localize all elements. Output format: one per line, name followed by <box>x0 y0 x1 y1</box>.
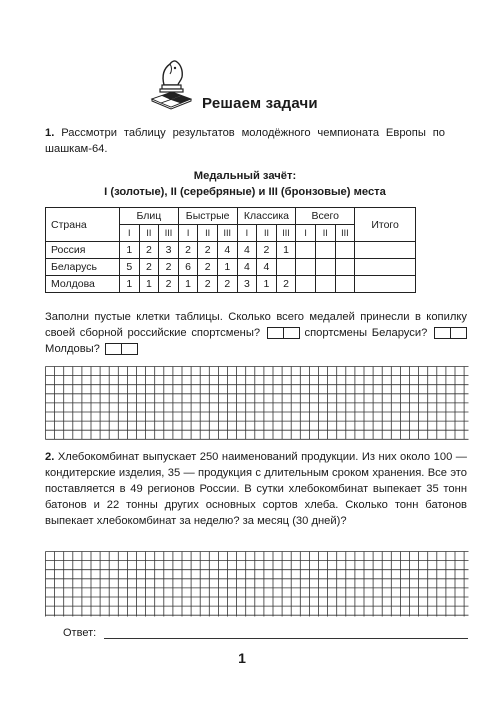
task1-question-part1: Заполни пустые клетки таблицы. Сколько всего медалей принесли в копилку своей сборной российские спортсмены? <box>45 311 467 339</box>
subheader-bronze: III <box>276 225 296 242</box>
subheader-gold: I <box>296 225 316 242</box>
subheader-silver: II <box>198 225 218 242</box>
empty-cell[interactable] <box>315 259 335 276</box>
table-cell: 2 <box>198 259 218 276</box>
task1-question-part2: спортсмены Беларуси? <box>304 327 428 339</box>
subheader-silver: II <box>315 225 335 242</box>
header-grand-total: Итого <box>355 208 416 242</box>
grid-lines <box>46 552 469 617</box>
header-rapid: Быстрые <box>178 208 237 225</box>
table-cell: 2 <box>257 242 277 259</box>
table-cell: 1 <box>257 276 277 293</box>
table-cell: 4 <box>257 259 277 276</box>
subheader-bronze: III <box>159 225 179 242</box>
table-cell: 3 <box>159 242 179 259</box>
subheader-silver: II <box>139 225 159 242</box>
table-caption <box>45 168 445 200</box>
table-cell: 4 <box>237 259 257 276</box>
table-caption-line2: I (золотые), II (серебряные) и III (бронзовые) места <box>104 186 386 198</box>
task1-question-part3: Молдовы? <box>45 343 100 355</box>
answer-label: Ответ: <box>63 627 97 639</box>
empty-cell[interactable] <box>296 276 316 293</box>
empty-cell[interactable] <box>355 259 416 276</box>
table-cell: 2 <box>178 242 198 259</box>
answer-box[interactable] <box>122 343 138 355</box>
table-header-row <box>46 208 416 225</box>
table-cell: 2 <box>198 242 218 259</box>
subheader-bronze: III <box>335 225 355 242</box>
table-cell: 4 <box>217 242 237 259</box>
task1-text: Рассмотри таблицу результатов молодёжного чемпионата Европы по шашкам-64. <box>45 127 445 155</box>
table-cell: 1 <box>178 276 198 293</box>
table-row-russia <box>46 242 416 259</box>
table-cell: 2 <box>198 276 218 293</box>
table-caption-line1: Медальный зачёт: <box>193 170 297 182</box>
table-cell: 2 <box>139 259 159 276</box>
country-cell: Беларусь <box>46 259 120 276</box>
empty-cell[interactable] <box>315 276 335 293</box>
table-cell: 1 <box>217 259 237 276</box>
country-cell: Молдова <box>46 276 120 293</box>
answer-box[interactable] <box>267 327 284 339</box>
table-cell: 6 <box>178 259 198 276</box>
task1-text-block <box>45 125 445 157</box>
chess-knight-icon <box>150 55 192 111</box>
header-country: Страна <box>46 208 120 242</box>
task1-question <box>45 309 467 357</box>
subheader-gold: I <box>178 225 198 242</box>
empty-cell[interactable] <box>335 259 355 276</box>
medal-table <box>45 207 416 293</box>
table-cell: 2 <box>276 276 296 293</box>
empty-cell[interactable] <box>355 242 416 259</box>
task2-number: 2. <box>45 451 55 463</box>
header-total: Всего <box>296 208 355 225</box>
answer-line[interactable] <box>104 638 468 639</box>
empty-cell[interactable] <box>315 242 335 259</box>
page-number: 1 <box>238 650 246 666</box>
subheader-bronze: III <box>217 225 237 242</box>
header-classic: Классика <box>237 208 296 225</box>
country-cell: Россия <box>46 242 120 259</box>
section-header <box>150 55 350 115</box>
table-cell: 1 <box>120 242 140 259</box>
task2-text: Хлебокомбинат выпускает 250 наименований продукции. Из них около 100 — кондитерские изделия, 35 — продукция с длительным сроком хранения. Все это поставляется в 49 регионов России. В сутки хлебокомбинат выпекает 35 тонн батонов и 22 тонны других основных сортов хлеба. Сколько тонн батонов выпекает хлебокомбинат за неделю? за месяц (30 дней)? <box>45 451 467 527</box>
table-cell: 1 <box>139 276 159 293</box>
answer-box[interactable] <box>434 327 451 339</box>
table-row-belarus <box>46 259 416 276</box>
task1-number: 1. <box>45 127 55 139</box>
empty-cell[interactable] <box>296 259 316 276</box>
table-cell: 5 <box>120 259 140 276</box>
page-title: Решаем задачи <box>202 95 318 112</box>
subheader-silver: II <box>257 225 277 242</box>
table-cell: 2 <box>159 276 179 293</box>
squared-grid-1[interactable] <box>45 366 469 440</box>
empty-cell[interactable] <box>296 242 316 259</box>
subheader-gold: I <box>120 225 140 242</box>
answer-box[interactable] <box>105 343 122 355</box>
table-cell: 2 <box>159 259 179 276</box>
squared-grid-2[interactable] <box>45 551 469 617</box>
empty-cell[interactable] <box>276 259 296 276</box>
answer-box[interactable] <box>451 327 467 339</box>
header-blitz: Блиц <box>120 208 179 225</box>
table-cell: 2 <box>139 242 159 259</box>
table-cell: 1 <box>276 242 296 259</box>
subheader-gold: I <box>237 225 257 242</box>
table-cell: 1 <box>120 276 140 293</box>
table-cell: 2 <box>217 276 237 293</box>
table-cell: 3 <box>237 276 257 293</box>
task2-text-block <box>45 449 467 529</box>
empty-cell[interactable] <box>335 242 355 259</box>
answer-box[interactable] <box>284 327 300 339</box>
table-row-moldova <box>46 276 416 293</box>
table-cell: 4 <box>237 242 257 259</box>
grid-lines <box>46 367 469 440</box>
empty-cell[interactable] <box>335 276 355 293</box>
empty-cell[interactable] <box>355 276 416 293</box>
